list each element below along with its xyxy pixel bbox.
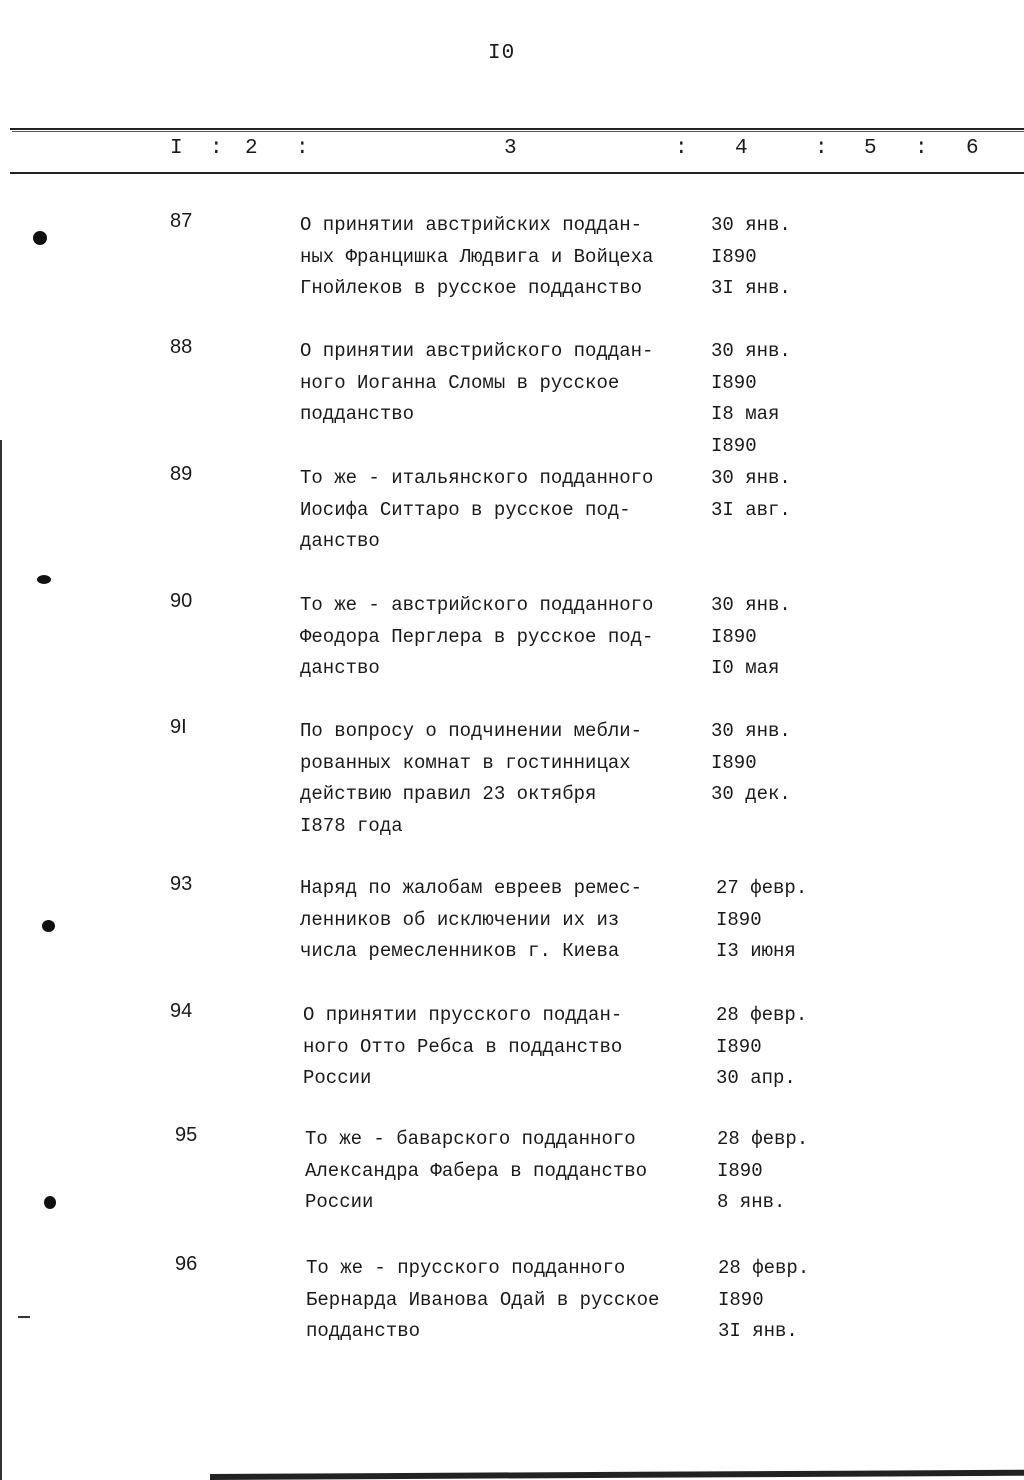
entry-number: 93 <box>170 873 193 895</box>
column-separator: : <box>675 137 688 160</box>
entry-dates: 28 февр. I890 30 апр. <box>716 1004 808 1089</box>
entry-description: О принятии прусского поддан- ного Отто Ребса в подданство России <box>303 1004 623 1089</box>
entry-description: То же - прусского подданного Бернарда Иванова Одай в русское подданство <box>306 1257 660 1342</box>
binding-hole-mark <box>37 575 51 584</box>
entry-number: 87 <box>170 210 193 232</box>
header-top-rule <box>10 128 1024 130</box>
column-header-row <box>0 137 1024 167</box>
entry-description: То же - австрийского подданного Феодора Перглера в русское под- данство <box>300 594 654 679</box>
margin-dash-mark <box>18 1316 30 1318</box>
entry-number: 89 <box>170 463 193 485</box>
page-number: I0 <box>488 42 516 65</box>
column-separator: : <box>815 137 828 160</box>
entry-description: То же - итальянского подданного Иосифа Ситтаро в русское под- данство <box>300 467 654 552</box>
entry-number: 9I <box>170 716 187 738</box>
column-header-2: 2 <box>245 137 258 160</box>
entry-number: 90 <box>170 590 193 612</box>
entry-description: То же - баварского подданного Александра Фабера в подданство России <box>305 1128 648 1213</box>
column-separator: : <box>296 137 309 160</box>
binding-hole-mark <box>33 231 47 245</box>
column-separator: : <box>210 137 223 160</box>
entry-dates: 28 февр. I890 8 янв. <box>717 1128 809 1213</box>
entry-dates: 27 февр. I890 I3 июня <box>716 877 808 962</box>
entry-description: Наряд по жалобам евреев ремес- ленников об исключении их из числа ремесленников г. Киева <box>300 877 643 962</box>
header-top-rule-thin <box>12 131 1024 132</box>
binding-hole-mark <box>44 1196 56 1209</box>
entry-description: О принятии австрийских поддан- ных Францишка Людвига и Войцеха Гнойлеков в русское подданство <box>300 214 654 299</box>
column-header-4: 4 <box>735 137 748 160</box>
entry-dates: 30 янв. I890 I8 мая I890 <box>711 340 791 457</box>
entry-number: 88 <box>170 336 193 358</box>
entry-description: По вопросу о подчинении мебли- рованных комнат в гостинницах действию правил 23 октября I878 года <box>300 720 643 837</box>
column-separator: : <box>915 137 928 160</box>
entry-dates: 28 февр. I890 3I янв. <box>718 1257 810 1342</box>
header-bottom-rule <box>10 172 1024 174</box>
column-header-6: 6 <box>966 137 979 160</box>
entry-dates: 30 янв. I890 I0 мая <box>711 594 791 679</box>
entry-dates: 30 янв. I890 3I янв. <box>711 214 791 299</box>
scan-edge-bottom <box>210 1470 1024 1480</box>
column-header-5: 5 <box>864 137 877 160</box>
entry-number: 96 <box>175 1253 198 1275</box>
entry-description: О принятии австрийского поддан- ного Иоганна Сломы в русское подданство <box>300 340 654 425</box>
entry-number: 94 <box>170 1000 193 1022</box>
column-header-3: 3 <box>504 137 517 160</box>
entry-dates: 30 янв. 3I авг. <box>711 467 791 521</box>
entry-number: 95 <box>175 1124 198 1146</box>
column-header-1: I <box>170 137 183 160</box>
binding-hole-mark <box>42 920 55 932</box>
entry-dates: 30 янв. I890 30 дек. <box>711 720 791 805</box>
scan-edge-left <box>0 440 2 1480</box>
